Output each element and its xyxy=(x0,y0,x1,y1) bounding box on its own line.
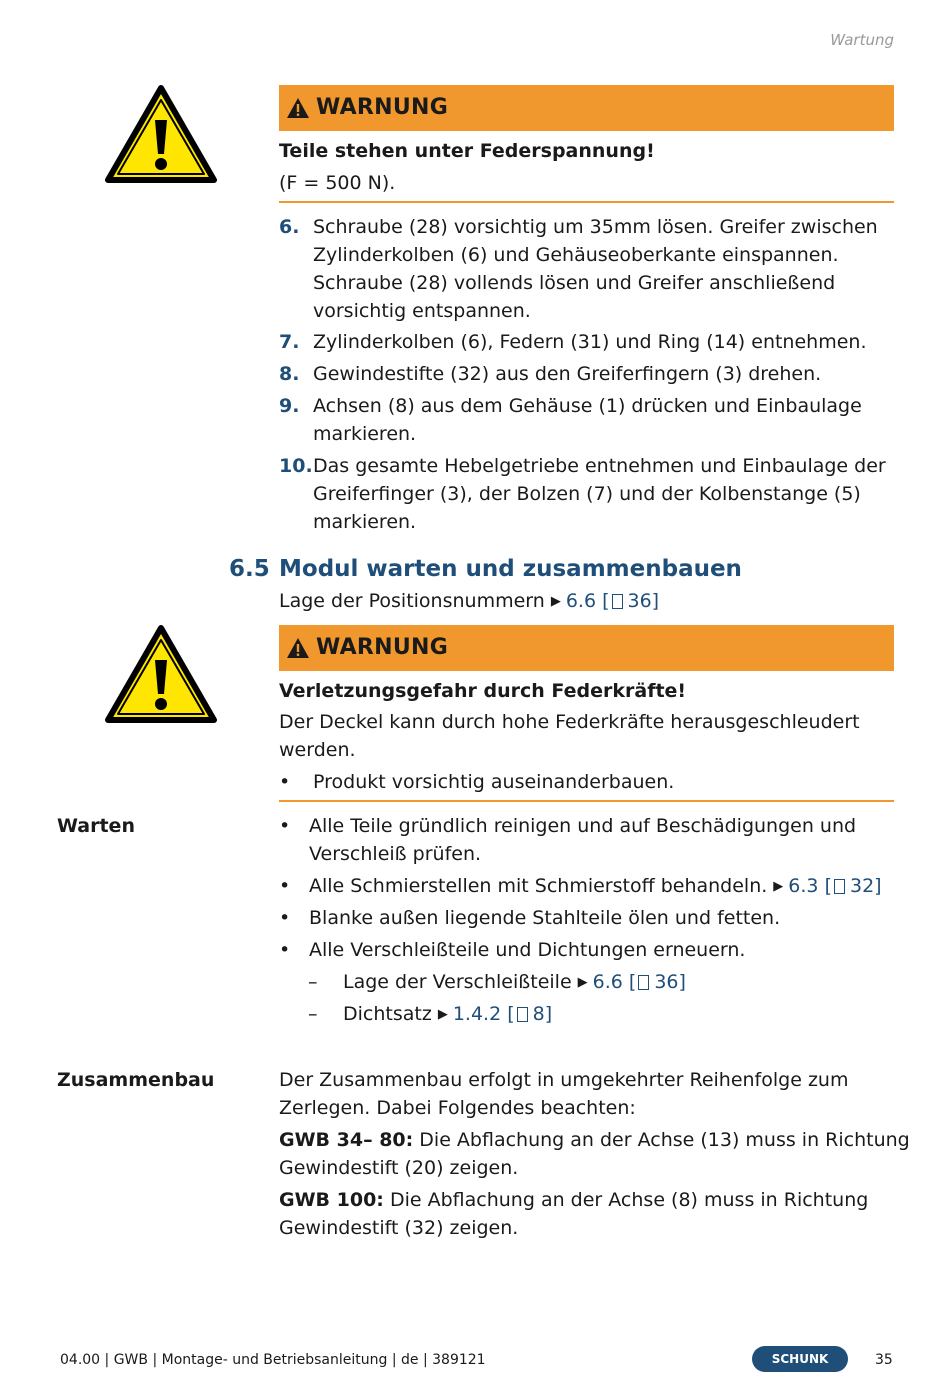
bullet-dot: • xyxy=(279,815,291,837)
warning-text xyxy=(279,708,894,764)
step-line: markieren. xyxy=(313,511,417,533)
section-title: Modul warten und zusammenbauen xyxy=(279,556,742,582)
warning-divider xyxy=(279,800,894,802)
step-number: 7. xyxy=(279,331,300,353)
note-model: GWB 34– 80: xyxy=(279,1129,414,1151)
warning-headline: Teile stehen unter Federspannung! xyxy=(279,140,655,162)
page-ref-icon xyxy=(638,975,649,990)
step-line: Achsen (8) aus dem Gehäuse (1) drücken und Einbaulage xyxy=(313,395,862,417)
bullet-dot: • xyxy=(279,771,291,793)
step-line: Greiferfinger (3), der Bolzen (7) und der Kolbenstange (5) xyxy=(313,483,861,505)
step-line: vorsichtig entspannen. xyxy=(313,300,531,322)
pointer-triangle-icon: ▶ xyxy=(773,879,784,894)
step-line: Schraube (28) vorsichtig um 35mm lösen. Greifer zwischen xyxy=(313,216,878,238)
assembly-note xyxy=(279,1186,894,1242)
warning-label: WARNUNG xyxy=(316,635,449,660)
pointer-triangle-icon: ▶ xyxy=(550,594,561,609)
cross-reference-link[interactable] xyxy=(566,590,659,612)
bullet-line: Alle Schmierstellen mit Schmierstoff behandeln. xyxy=(309,875,768,897)
reference-bracket: [ xyxy=(628,971,637,993)
reference-target[interactable]: 1.4.2 xyxy=(452,1003,502,1025)
paragraph-line: Zerlegen. Dabei Folgendes beachten: xyxy=(279,1097,636,1119)
step-number: 8. xyxy=(279,363,300,385)
reference-page[interactable]: 36] xyxy=(654,971,686,993)
reference-target[interactable]: 6.3 xyxy=(788,875,819,897)
page-ref-icon xyxy=(612,594,623,609)
running-header: Wartung xyxy=(830,31,894,49)
reference-target[interactable]: 6.6 xyxy=(565,590,597,612)
warning-banner xyxy=(279,625,894,671)
reference-bracket: [ xyxy=(507,1003,515,1025)
reference-page[interactable]: 8] xyxy=(532,1003,553,1025)
step-line: Das gesamte Hebelgetriebe entnehmen und Einbaulage der xyxy=(313,455,886,477)
reference-page[interactable]: 32] xyxy=(849,875,882,897)
assembly-note xyxy=(279,1126,910,1182)
bullet-line: Alle Teile gründlich reinigen und auf Beschädigungen und xyxy=(309,815,857,837)
cross-reference-link[interactable] xyxy=(453,1003,552,1025)
bullet-text: Produkt vorsichtig auseinanderbauen. xyxy=(313,771,675,793)
step-line: markieren. xyxy=(313,423,417,445)
bullet-dot: • xyxy=(279,875,291,897)
cross-reference-link[interactable] xyxy=(593,971,686,993)
dash-mark: – xyxy=(308,971,318,993)
warning-sign-icon xyxy=(104,84,218,184)
warning-divider xyxy=(279,201,894,203)
reference-target[interactable]: 6.6 xyxy=(592,971,623,993)
warning-line: Der Deckel kann durch hohe Federkräfte herausgeschleudert xyxy=(279,711,860,733)
step-number: 9. xyxy=(279,395,300,417)
warning-sign-icon xyxy=(104,624,218,724)
bullet-line: Alle Verschleißteile und Dichtungen erneuern. xyxy=(309,939,746,961)
schunk-logo: SCHUNK xyxy=(752,1346,848,1372)
section-reference xyxy=(279,587,659,618)
step-line: Gewindestifte (32) aus den Greiferfingern (3) drehen. xyxy=(313,363,822,385)
note-text: Die Abflachung an der Achse (13) muss in Richtung xyxy=(413,1129,910,1151)
pointer-triangle-icon: ▶ xyxy=(437,1007,448,1022)
dash-mark: – xyxy=(308,1003,318,1025)
page-ref-icon xyxy=(517,1007,528,1022)
cross-reference-link[interactable] xyxy=(788,875,881,897)
step-line: Schraube (28) vollends lösen und Greifer anschließend xyxy=(313,272,836,294)
note-text: Die Abflachung an der Achse (8) muss in Richtung xyxy=(383,1189,869,1211)
bullet-line: Blanke außen liegende Stahlteile ölen und fetten. xyxy=(309,907,781,929)
note-model: GWB 100: xyxy=(279,1189,384,1211)
side-label-warten: Warten xyxy=(57,815,135,837)
step-line: Zylinderkolben (6), Federn (31) und Ring (14) entnehmen. xyxy=(313,331,867,353)
note-text: Gewindestift (32) zeigen. xyxy=(279,1217,519,1239)
bullet-dot: • xyxy=(279,939,291,961)
section-number: 6.5 xyxy=(229,556,270,582)
warning-line: werden. xyxy=(279,739,356,761)
step-line: Zylinderkolben (6) und Gehäuseoberkante einspannen. xyxy=(313,244,839,266)
step-number: 6. xyxy=(279,216,300,238)
side-label-zusammenbau: Zusammenbau xyxy=(57,1069,215,1091)
bullet-dot: • xyxy=(279,907,291,929)
sub-item-text: Dichtsatz xyxy=(343,1003,432,1025)
warning-triangle-icon xyxy=(286,97,310,119)
warning-triangle-icon xyxy=(286,637,310,659)
warning-label: WARNUNG xyxy=(316,95,449,120)
footer-info: 04.00 | GWB | Montage- und Betriebsanleitung | de | 389121 xyxy=(60,1352,486,1368)
warning-text: (F = 500 N). xyxy=(279,172,396,194)
page-ref-icon xyxy=(834,879,845,894)
reference-bracket: [ xyxy=(602,590,610,612)
warning-banner xyxy=(279,85,894,131)
reference-page[interactable]: 36] xyxy=(627,590,660,612)
paragraph-line: Der Zusammenbau erfolgt in umgekehrter Reihenfolge zum xyxy=(279,1069,849,1091)
reference-bracket: [ xyxy=(824,875,832,897)
step-number: 10. xyxy=(279,455,313,477)
page-number: 35 xyxy=(875,1352,893,1368)
assembly-intro xyxy=(279,1066,894,1122)
bullet-line: Verschleiß prüfen. xyxy=(309,843,482,865)
warning-headline: Verletzungsgefahr durch Federkräfte! xyxy=(279,680,687,702)
note-text: Gewindestift (20) zeigen. xyxy=(279,1157,519,1179)
reference-text: Lage der Positionsnummern xyxy=(279,590,545,612)
sub-item-text: Lage der Verschleißteile xyxy=(343,971,572,993)
pointer-triangle-icon: ▶ xyxy=(577,975,588,990)
